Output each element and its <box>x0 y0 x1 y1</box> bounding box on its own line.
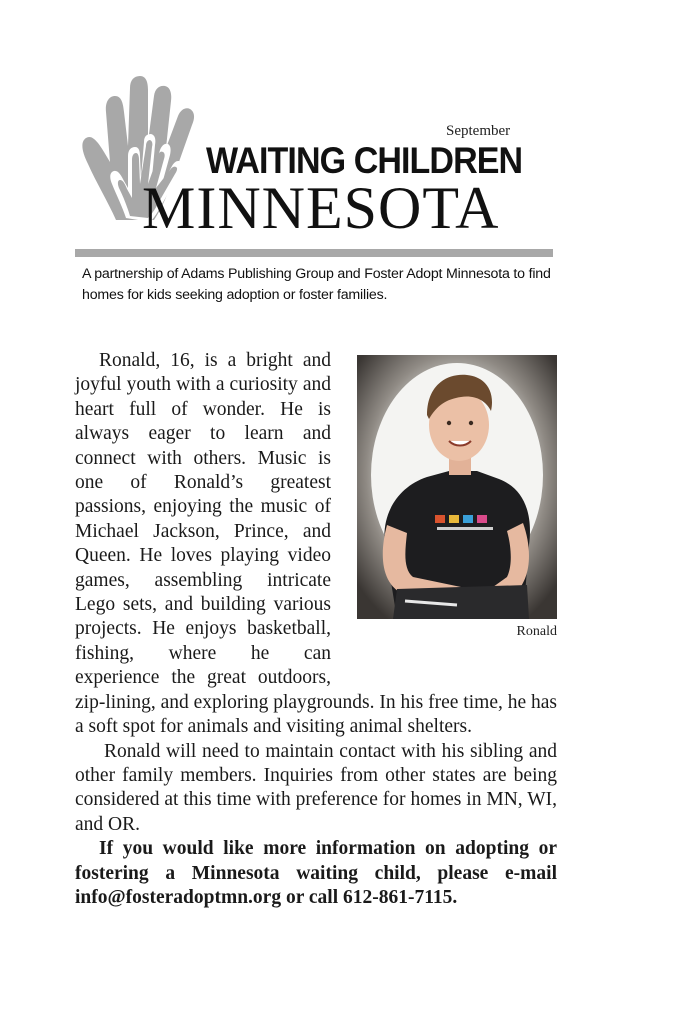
tagline: A partnership of Adams Publishing Group and Foster Adopt Minnesota to find homes for kids seeking adoption or foster families. <box>82 266 551 303</box>
masthead-divider <box>75 249 553 257</box>
photo-caption: Ronald <box>516 624 557 639</box>
contact-paragraph: If you would like more information on adopting or fostering a Minnesota waiting child, please e-mail info@fosteradoptmn.org or call 612-861-7115. <box>75 838 557 908</box>
article-body <box>75 349 557 910</box>
masthead-title-line2: MINNESOTA <box>142 175 500 241</box>
photo-float-space <box>331 349 557 681</box>
issue-month: September <box>446 123 511 139</box>
article-paragraph-2: Ronald will need to maintain contact with his sibling and other family members. Inquiries from other states are being considered at this time with preference for homes in MN, WI, and OR. <box>75 740 557 835</box>
masthead-title-line1: WAITING CHILDREN <box>206 140 523 181</box>
article-paragraph-1: Ronald, 16, is a bright and joyful youth with a curiosity and heart full of wonder. He is always eager to learn and connect with others. Music is one of Ronald’s greatest passions, enjoying the music of Michael Jackson, Prince, and Queen. He loves playing video games, assembling intricate Lego sets, and building various projects. He enjoys basketball, fishing, where he can experience the great outdoors, zip-lining, and exploring playgrounds. In his free time, he has a soft spot for animals and visiting animal shelters. <box>75 350 557 738</box>
